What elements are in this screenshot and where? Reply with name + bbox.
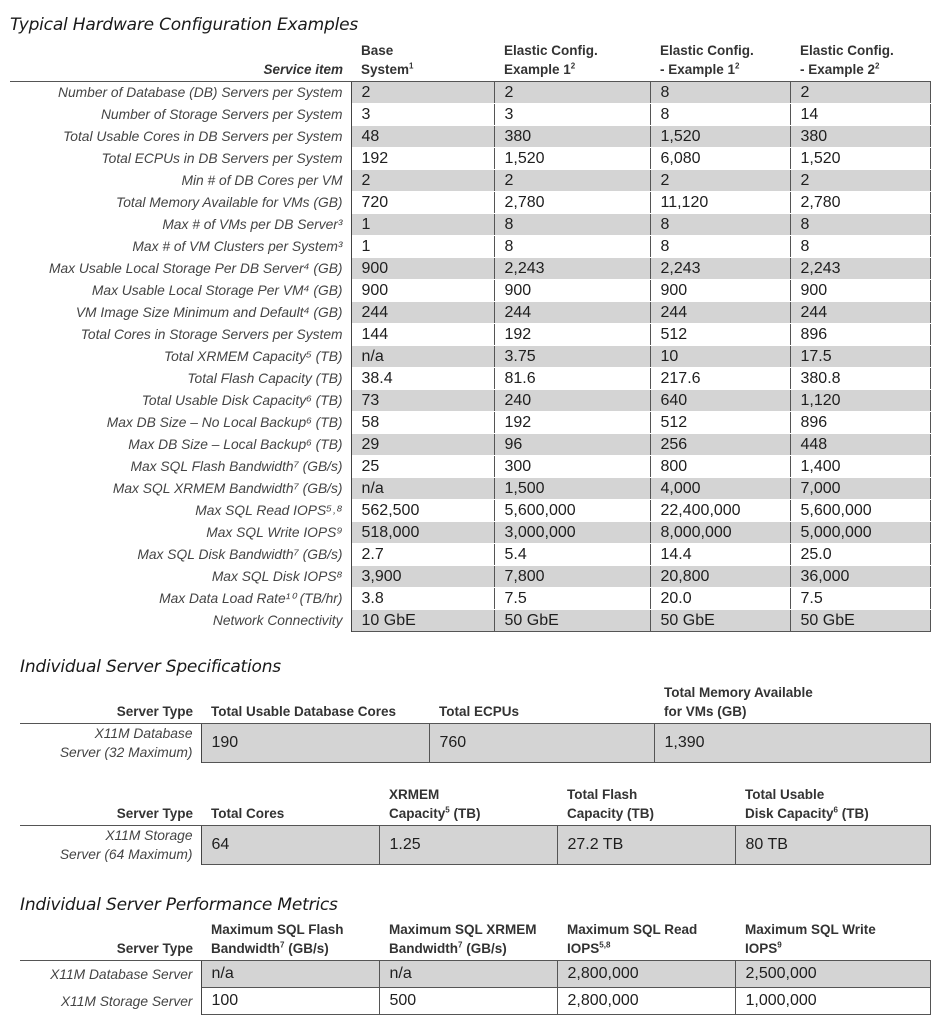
header-max-flash-bandwidth: Maximum SQL Flash Bandwidth$^7$ (GB/s) (201, 920, 379, 961)
cell-storage-disk: 80 TB (735, 826, 930, 865)
table-row (10, 368, 930, 390)
hardware-config-table (10, 41, 931, 632)
cell-value: 256 (650, 434, 790, 456)
header-max-write-iops: Maximum SQL Write IOPS$^9$ (735, 920, 930, 961)
row-label: Max # of VM Clusters per System³ (10, 236, 351, 258)
row-label: Number of Storage Servers per System (10, 104, 351, 126)
cell-value: 144 (351, 324, 494, 346)
cell-value: 81.6 (494, 368, 650, 390)
table-row (10, 566, 930, 588)
row-label: Max SQL Write IOPS⁹ (10, 522, 351, 544)
cell-value: 2,243 (494, 258, 650, 280)
cell-value: 217.6 (650, 368, 790, 390)
cell-value: 5.4 (494, 544, 650, 566)
section-title-performance-metrics: Individual Server Performance Metrics (20, 895, 338, 915)
row-label: Total ECPUs in DB Servers per System (10, 148, 351, 170)
cell-value: 8 (494, 214, 650, 236)
cell-value: 11,120 (650, 192, 790, 214)
section-title-server-specs: Individual Server Specifications (20, 657, 281, 677)
cell-value: 10 GbE (351, 610, 494, 632)
storage-server-spec-table (20, 785, 931, 865)
cell-value: 896 (790, 412, 930, 434)
performance-metrics-table (20, 920, 931, 1015)
table-row (10, 412, 930, 434)
cell-value: 896 (790, 324, 930, 346)
cell-value: 380 (494, 126, 650, 148)
row-label-db-server: X11M Database Server (32 Maximum) (20, 724, 201, 763)
cell-value: n/a (379, 961, 557, 988)
row-label: Total XRMEM Capacity⁵ (TB) (10, 346, 351, 368)
cell-value: 20.0 (650, 588, 790, 610)
cell-value: 29 (351, 434, 494, 456)
cell-value: 17.5 (790, 346, 930, 368)
row-label: Max DB Size – No Local Backup⁶ (TB) (10, 412, 351, 434)
cell-value: 14.4 (650, 544, 790, 566)
cell-value: 2 (494, 170, 650, 192)
row-label: Max SQL Read IOPS⁵˒⁸ (10, 500, 351, 522)
header-elastic-example-1b: Elastic Config. - Example $1^2$ (650, 41, 790, 82)
table-row (10, 434, 930, 456)
cell-value: 900 (351, 280, 494, 302)
cell-value: 8 (650, 236, 790, 258)
cell-value: 244 (494, 302, 650, 324)
table-row (10, 214, 930, 236)
cell-value: 5,000,000 (790, 522, 930, 544)
row-label: Max DB Size – Local Backup⁶ (TB) (10, 434, 351, 456)
cell-value: 244 (351, 302, 494, 324)
cell-value: 380 (790, 126, 930, 148)
cell-value: 244 (650, 302, 790, 324)
cell-value: 2,800,000 (557, 961, 735, 988)
row-label: Total Usable Cores in DB Servers per System (10, 126, 351, 148)
cell-value: 50 GbE (790, 610, 930, 632)
cell-value: 3.75 (494, 346, 650, 368)
cell-value: 100 (201, 988, 379, 1015)
cell-value: 192 (494, 324, 650, 346)
cell-value: 2,243 (650, 258, 790, 280)
cell-value: 300 (494, 456, 650, 478)
cell-value: 4,000 (650, 478, 790, 500)
cell-value: 800 (650, 456, 790, 478)
header-row (20, 683, 930, 724)
cell-value: 192 (494, 412, 650, 434)
row-label: Total Cores in Storage Servers per System (10, 324, 351, 346)
cell-value: 1,520 (650, 126, 790, 148)
cell-storage-cores: 64 (201, 826, 379, 865)
header-elastic-example-1: Elastic Config. Example $1^2$ (494, 41, 650, 82)
row-label: Total Usable Disk Capacity⁶ (TB) (10, 390, 351, 412)
cell-value: 2,500,000 (735, 961, 930, 988)
cell-value: 240 (494, 390, 650, 412)
cell-value: 900 (494, 280, 650, 302)
cell-value: 2,800,000 (557, 988, 735, 1015)
table-row (10, 236, 930, 258)
table-row (10, 126, 930, 148)
cell-value: 2 (790, 82, 930, 104)
header-total-usable-disk: Total Usable Disk Capacity$^6$ (TB) (735, 785, 930, 826)
cell-value: 20,800 (650, 566, 790, 588)
cell-value: 192 (351, 148, 494, 170)
row-label: Total Memory Available for VMs (GB) (10, 192, 351, 214)
cell-value: 2.7 (351, 544, 494, 566)
cell-value: 14 (790, 104, 930, 126)
row-label: Total Flash Capacity (TB) (10, 368, 351, 390)
cell-value: 900 (650, 280, 790, 302)
cell-value: 1,400 (790, 456, 930, 478)
cell-value: 2,243 (790, 258, 930, 280)
row-label: Max SQL Disk IOPS⁸ (10, 566, 351, 588)
cell-value: 48 (351, 126, 494, 148)
cell-value: 2,780 (790, 192, 930, 214)
cell-value: n/a (201, 961, 379, 988)
cell-value: 58 (351, 412, 494, 434)
cell-value: 7.5 (494, 588, 650, 610)
cell-value: 380.8 (790, 368, 930, 390)
header-base-system: Base System$^1$ (351, 41, 494, 82)
row-label: Max SQL Disk Bandwidth⁷ (GB/s) (10, 544, 351, 566)
cell-value: 22,400,000 (650, 500, 790, 522)
table-row (10, 478, 930, 500)
table-row (10, 280, 930, 302)
header-row (20, 785, 930, 826)
row-label: VM Image Size Minimum and Default⁴ (GB) (10, 302, 351, 324)
table-row (10, 302, 930, 324)
cell-value: 38.4 (351, 368, 494, 390)
cell-value: 2 (650, 170, 790, 192)
cell-value: 7,000 (790, 478, 930, 500)
cell-value: 2,780 (494, 192, 650, 214)
cell-value: 640 (650, 390, 790, 412)
row-label: Max Usable Local Storage Per DB Server⁴ (GB) (10, 258, 351, 280)
table-row (10, 82, 930, 104)
table-row (10, 588, 930, 610)
table-row (10, 192, 930, 214)
cell-db-ecpus: 760 (429, 724, 654, 763)
db-server-spec-table (20, 683, 931, 763)
table-row (10, 104, 930, 126)
cell-value: 1,520 (790, 148, 930, 170)
cell-value: 1,500 (494, 478, 650, 500)
cell-value: n/a (351, 346, 494, 368)
header-row (10, 41, 930, 82)
table-row (10, 522, 930, 544)
cell-value: 8,000,000 (650, 522, 790, 544)
row-label-storage-server: X11M Storage Server (20, 988, 201, 1015)
table-row (10, 456, 930, 478)
table-row (10, 500, 930, 522)
cell-value: 5,600,000 (790, 500, 930, 522)
cell-value: 3.8 (351, 588, 494, 610)
cell-value: 1 (351, 214, 494, 236)
table-row (20, 988, 930, 1015)
cell-value: 448 (790, 434, 930, 456)
header-row (20, 920, 930, 961)
header-xrmem-capacity: XRMEM Capacity$^5$ (TB) (379, 785, 557, 826)
header-elastic-example-2: Elastic Config. - Example $2^2$ (790, 41, 930, 82)
header-max-read-iops: Maximum SQL Read IOPS$^{5,8}$ (557, 920, 735, 961)
table-row (20, 826, 930, 865)
cell-value: 36,000 (790, 566, 930, 588)
cell-value: 518,000 (351, 522, 494, 544)
row-label: Max Usable Local Storage Per VM⁴ (GB) (10, 280, 351, 302)
header-total-usable-db-cores: Total Usable Database Cores (201, 683, 429, 724)
row-label: Max Data Load Rate¹⁰ (TB/hr) (10, 588, 351, 610)
cell-storage-flash: 27.2 TB (557, 826, 735, 865)
cell-value: 73 (351, 390, 494, 412)
cell-value: 50 GbE (650, 610, 790, 632)
table-row (10, 610, 930, 632)
table-row (10, 346, 930, 368)
cell-value: 1,520 (494, 148, 650, 170)
cell-value: 8 (650, 104, 790, 126)
row-label-db-server: X11M Database Server (20, 961, 201, 988)
cell-value: 8 (650, 82, 790, 104)
header-total-ecpus: Total ECPUs (429, 683, 654, 724)
cell-storage-xrmem: 1.25 (379, 826, 557, 865)
cell-db-cores: 190 (201, 724, 429, 763)
table-row (10, 544, 930, 566)
cell-db-memory: 1,390 (654, 724, 930, 763)
table-row (10, 170, 930, 192)
row-label: Max SQL XRMEM Bandwidth⁷ (GB/s) (10, 478, 351, 500)
cell-value: 8 (790, 236, 930, 258)
cell-value: 1,000,000 (735, 988, 930, 1015)
cell-value: 25.0 (790, 544, 930, 566)
cell-value: 25 (351, 456, 494, 478)
row-label: Max SQL Flash Bandwidth⁷ (GB/s) (10, 456, 351, 478)
cell-value: 7,800 (494, 566, 650, 588)
cell-value: 2 (494, 82, 650, 104)
cell-value: 8 (650, 214, 790, 236)
header-max-xrmem-bandwidth: Maximum SQL XRMEM Bandwidth$^7$ (GB/s) (379, 920, 557, 961)
row-label: Number of Database (DB) Servers per System (10, 82, 351, 104)
table-row (10, 258, 930, 280)
cell-value: 96 (494, 434, 650, 456)
cell-value: 500 (379, 988, 557, 1015)
table-row (10, 324, 930, 346)
cell-value: 512 (650, 324, 790, 346)
cell-value: 3 (351, 104, 494, 126)
cell-value: 50 GbE (494, 610, 650, 632)
cell-value: 6,080 (650, 148, 790, 170)
cell-value: n/a (351, 478, 494, 500)
cell-value: 720 (351, 192, 494, 214)
header-service-item: Service item (10, 41, 351, 82)
cell-value: 8 (790, 214, 930, 236)
cell-value: 5,600,000 (494, 500, 650, 522)
cell-value: 512 (650, 412, 790, 434)
cell-value: 2 (351, 170, 494, 192)
row-label: Min # of DB Cores per VM (10, 170, 351, 192)
row-label: Network Connectivity (10, 610, 351, 632)
cell-value: 1 (351, 236, 494, 258)
cell-value: 2 (790, 170, 930, 192)
header-total-flash-capacity: Total Flash Capacity (TB) (557, 785, 735, 826)
header-server-type: Server Type (20, 683, 201, 724)
cell-value: 900 (351, 258, 494, 280)
header-server-type: Server Type (20, 785, 201, 826)
header-total-memory: Total Memory Available for VMs (GB) (654, 683, 930, 724)
table-row (20, 724, 930, 763)
cell-value: 3,900 (351, 566, 494, 588)
section-title-hardware-config: Typical Hardware Configuration Examples (10, 15, 359, 35)
row-label-storage-server: X11M Storage Server (64 Maximum) (20, 826, 201, 865)
cell-value: 10 (650, 346, 790, 368)
cell-value: 1,120 (790, 390, 930, 412)
cell-value: 3 (494, 104, 650, 126)
header-server-type: Server Type (20, 920, 201, 961)
row-label: Max # of VMs per DB Server³ (10, 214, 351, 236)
header-total-cores: Total Cores (201, 785, 379, 826)
table-row (20, 961, 930, 988)
cell-value: 562,500 (351, 500, 494, 522)
table-row (10, 148, 930, 170)
table-row (10, 390, 930, 412)
cell-value: 244 (790, 302, 930, 324)
cell-value: 3,000,000 (494, 522, 650, 544)
cell-value: 900 (790, 280, 930, 302)
cell-value: 8 (494, 236, 650, 258)
cell-value: 2 (351, 82, 494, 104)
cell-value: 7.5 (790, 588, 930, 610)
